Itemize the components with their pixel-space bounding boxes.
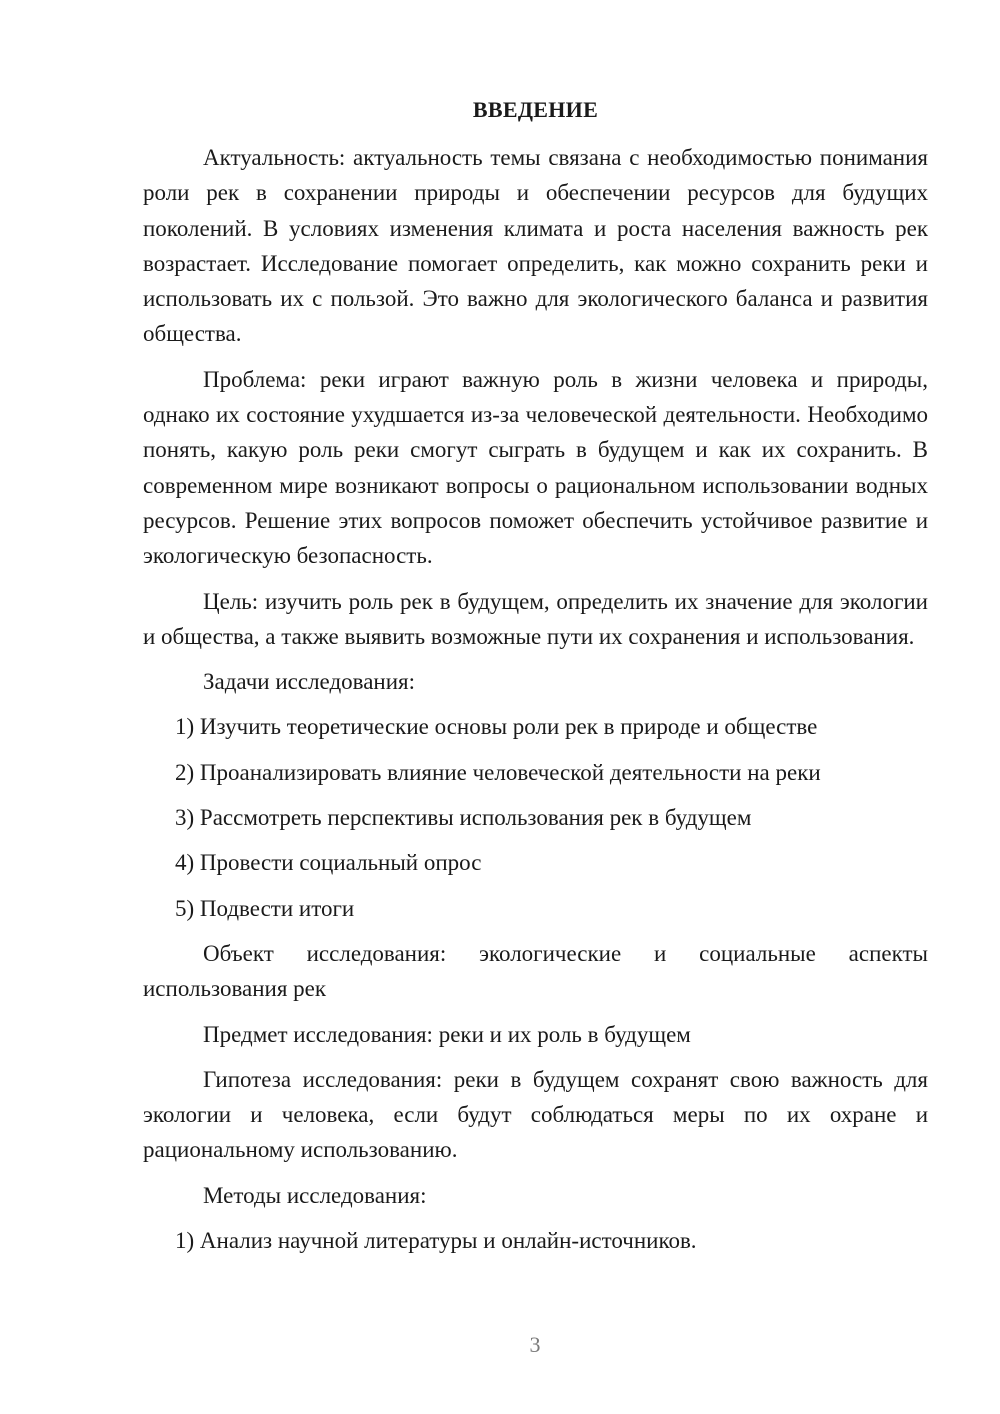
subject-paragraph: Предмет исследования: реки и их роль в будущем (203, 1021, 691, 1047)
page-number: 3 (529, 1332, 541, 1357)
problem-paragraph: Проблема: реки играют важную роль в жизни человека и природы, однако их состояние ухудшается из-за человеческой деятельности. Необходимо понять, какую роль реки смогут сыграть в будущем и как их сохранить. В современном мире возникают вопросы о рациональном использовании водных ресурсов. Решение этих вопросов поможет обеспечить устойчивое развитие и экологическую безопасность. (143, 366, 928, 569)
task-item: 1) Изучить теоретические основы роли рек в природе и обществе (175, 714, 818, 740)
methods-heading: Методы исследования: (203, 1182, 427, 1208)
task-item: 2) Проанализировать влияние человеческой деятельности на реки (175, 759, 821, 785)
task-item: 5) Подвести итоги (175, 895, 355, 921)
object-paragraph: Объект исследования: экологические и социальные аспекты использования рек (143, 940, 928, 1002)
task-item: 4) Провести социальный опрос (175, 850, 482, 876)
goal-paragraph: Цель: изучить роль рек в будущем, определить их значение для экологии и общества, а также выявить возможные пути их сохранения и использования. (143, 588, 928, 649)
tasks-heading: Задачи исследования: (203, 669, 416, 695)
hypothesis-paragraph: Гипотеза исследования: реки в будущем сохранят свою важность для экологии и человека, если будут соблюдаться меры по их охране и рациональному использованию. (143, 1066, 928, 1163)
method-item: 1) Анализ научной литературы и онлайн-источников. (175, 1228, 697, 1254)
task-item: 3) Рассмотреть перспективы использования рек в будущем (175, 805, 752, 831)
page-title: ВВЕДЕНИЕ (472, 97, 599, 122)
relevance-paragraph: Актуальность: актуальность темы связана с необходимостью понимания роли рек в сохранении природы и обеспечении ресурсов для будущих поколений. В условиях изменения климата и роста населения важность рек возрастает. Исследование помогает определить, как можно сохранить реки и использовать их с пользой. Это важно для экологического баланса и развития общества. (143, 145, 928, 347)
document-page (143, 92, 928, 1268)
